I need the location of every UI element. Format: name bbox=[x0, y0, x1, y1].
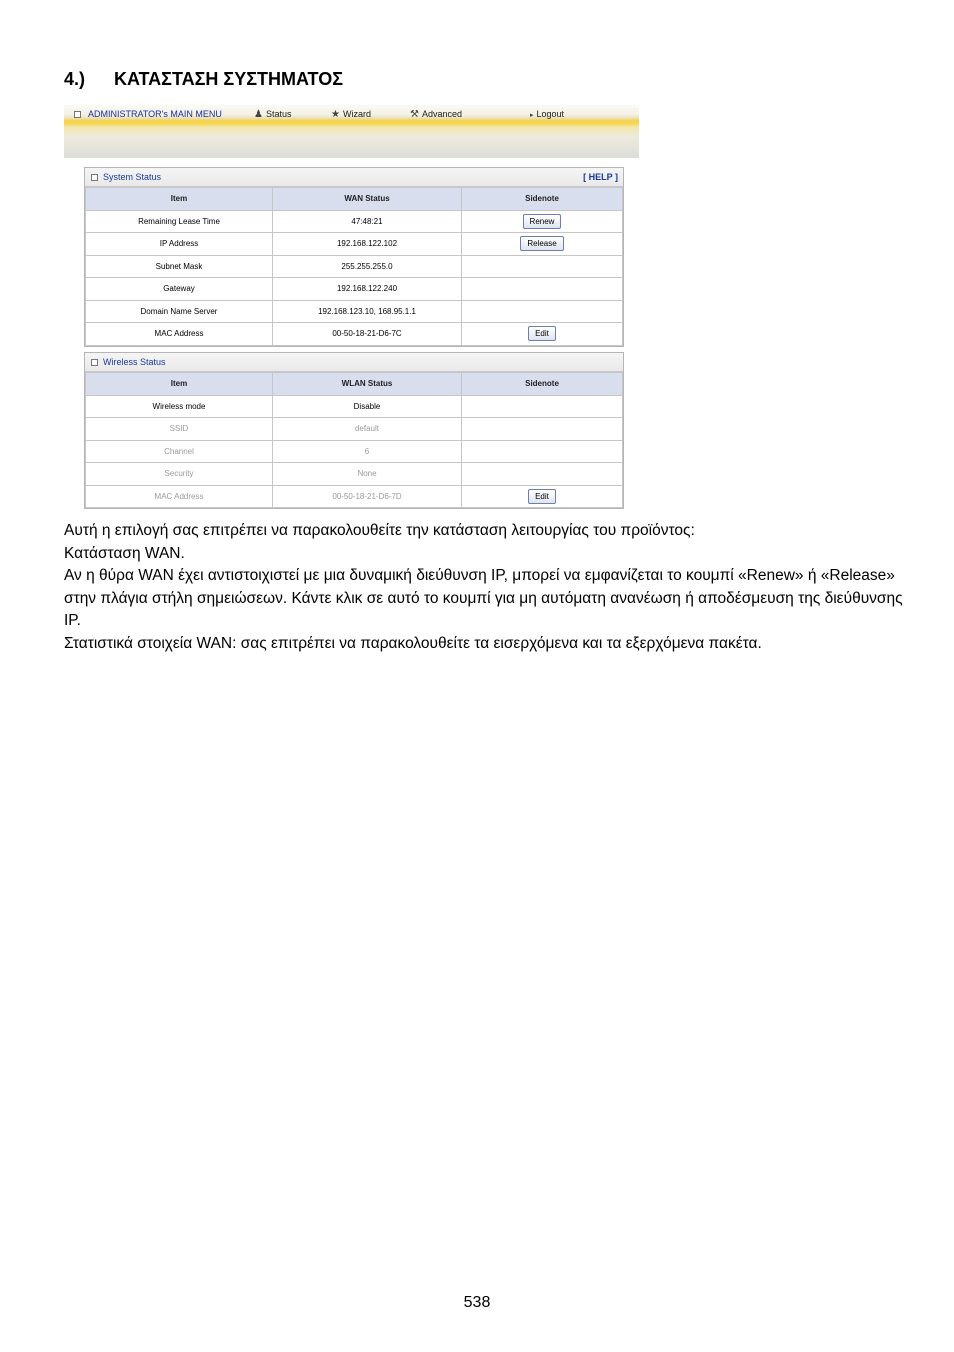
router-screenshot bbox=[64, 105, 639, 507]
col-header-wan-status: WAN Status bbox=[273, 188, 462, 211]
wireless-status-title: Wireless Status bbox=[85, 353, 623, 372]
edit-button[interactable]: Edit bbox=[528, 489, 556, 504]
system-status-panel bbox=[84, 167, 624, 347]
row-value: Disable bbox=[273, 395, 462, 418]
paragraph: Κατάσταση WAN. bbox=[64, 544, 185, 562]
row-value: 192.168.123.10, 168.95.1.1 bbox=[273, 300, 462, 323]
release-button[interactable]: Release bbox=[520, 236, 563, 251]
row-item-label: MAC Address bbox=[86, 323, 273, 346]
tools-icon: ⚒ bbox=[410, 109, 419, 121]
row-sidenote bbox=[462, 463, 623, 486]
row-value: 255.255.255.0 bbox=[273, 255, 462, 278]
person-icon: ♟ bbox=[254, 109, 263, 121]
row-value: default bbox=[273, 418, 462, 441]
description-text bbox=[64, 520, 904, 655]
row-sidenote bbox=[462, 278, 623, 301]
row-sidenote bbox=[462, 418, 623, 441]
row-sidenote bbox=[462, 233, 623, 256]
arrow-right-icon: ▸ bbox=[530, 111, 534, 119]
row-item-label: Wireless mode bbox=[86, 395, 273, 418]
menu-wizard[interactable]: ★ Wizard bbox=[331, 109, 371, 121]
row-value: 47:48:21 bbox=[273, 210, 462, 233]
section-title: ΚΑΤΑΣΤΑΣΗ ΣΥΣΤΗΜΑΤΟΣ bbox=[114, 69, 343, 89]
row-sidenote bbox=[462, 395, 623, 418]
section-number: 4.) bbox=[64, 69, 86, 89]
col-header-item: Item bbox=[86, 373, 273, 396]
row-value: 192.168.122.102 bbox=[273, 233, 462, 256]
help-link[interactable]: [ HELP ] bbox=[583, 172, 618, 182]
system-status-title: System Status [ HELP ] bbox=[85, 168, 623, 187]
row-value: 6 bbox=[273, 440, 462, 463]
row-item-label: MAC Address bbox=[86, 485, 273, 508]
system-status-table bbox=[85, 187, 623, 346]
menu-status[interactable]: ♟ Status bbox=[254, 109, 292, 121]
top-menu-bar bbox=[64, 105, 639, 158]
table-row bbox=[86, 485, 623, 508]
row-item-label: Domain Name Server bbox=[86, 300, 273, 323]
menu-admin[interactable]: ADMINISTRATOR's MAIN MENU bbox=[74, 109, 222, 119]
row-value: None bbox=[273, 463, 462, 486]
paragraph: Στατιστικά στοιχεία WAN: σας επιτρέπει να παρακολουθείτε τα εισερχόμενα και τα εξερχόμενα πακέτα. bbox=[64, 634, 762, 652]
table-row bbox=[86, 323, 623, 346]
col-header-wlan-status: WLAN Status bbox=[273, 373, 462, 396]
menu-logout[interactable]: ▸ Logout bbox=[530, 109, 565, 119]
col-header-sidenote: Sidenote bbox=[462, 188, 623, 211]
row-sidenote bbox=[462, 300, 623, 323]
row-item-label: Security bbox=[86, 463, 273, 486]
row-value: 00-50-18-21-D6-7D bbox=[273, 485, 462, 508]
row-item-label: Channel bbox=[86, 440, 273, 463]
row-item-label: SSID bbox=[86, 418, 273, 441]
col-header-item: Item bbox=[86, 188, 273, 211]
table-row bbox=[86, 463, 623, 486]
paragraph: Αυτή η επιλογή σας επιτρέπει να παρακολουθείτε την κατάσταση λειτουργίας του προϊόντος: bbox=[64, 522, 695, 539]
row-sidenote bbox=[462, 255, 623, 278]
row-value: 192.168.122.240 bbox=[273, 278, 462, 301]
table-row bbox=[86, 210, 623, 233]
edit-button[interactable]: Edit bbox=[528, 326, 556, 341]
wand-icon: ★ bbox=[331, 109, 340, 121]
wireless-status-panel bbox=[84, 352, 624, 509]
row-item-label: Subnet Mask bbox=[86, 255, 273, 278]
row-item-label: Gateway bbox=[86, 278, 273, 301]
renew-button[interactable]: Renew bbox=[523, 214, 562, 229]
wireless-status-table bbox=[85, 372, 623, 508]
row-sidenote bbox=[462, 323, 623, 346]
table-row bbox=[86, 395, 623, 418]
table-row bbox=[86, 418, 623, 441]
square-icon bbox=[91, 359, 98, 366]
row-sidenote bbox=[462, 440, 623, 463]
square-icon bbox=[91, 174, 98, 181]
row-value: 00-50-18-21-D6-7C bbox=[273, 323, 462, 346]
row-sidenote bbox=[462, 210, 623, 233]
menu-advanced[interactable]: ⚒ Advanced bbox=[410, 109, 462, 121]
table-row bbox=[86, 278, 623, 301]
row-item-label: IP Address bbox=[86, 233, 273, 256]
page-number: 538 bbox=[463, 1294, 491, 1311]
row-item-label: Remaining Lease Time bbox=[86, 210, 273, 233]
row-sidenote bbox=[462, 485, 623, 508]
paragraph: Αν η θύρα WAN έχει αντιστοιχιστεί με μια δυναμική διεύθυνση IP, μπορεί να εμφανίζεται το κουμπί «Renew» ή «Release» στην πλάγια στήλη σημειώσεων. Κάντε κλικ σε αυτό το κουμπί για μη αυτόματη ανανέωση ή αποδέσμευση της διεύθυνσης IP. bbox=[64, 567, 903, 629]
table-row bbox=[86, 300, 623, 323]
square-icon bbox=[74, 111, 81, 118]
table-row bbox=[86, 233, 623, 256]
table-row bbox=[86, 440, 623, 463]
col-header-sidenote: Sidenote bbox=[462, 373, 623, 396]
table-row bbox=[86, 255, 623, 278]
section-heading bbox=[64, 69, 343, 90]
